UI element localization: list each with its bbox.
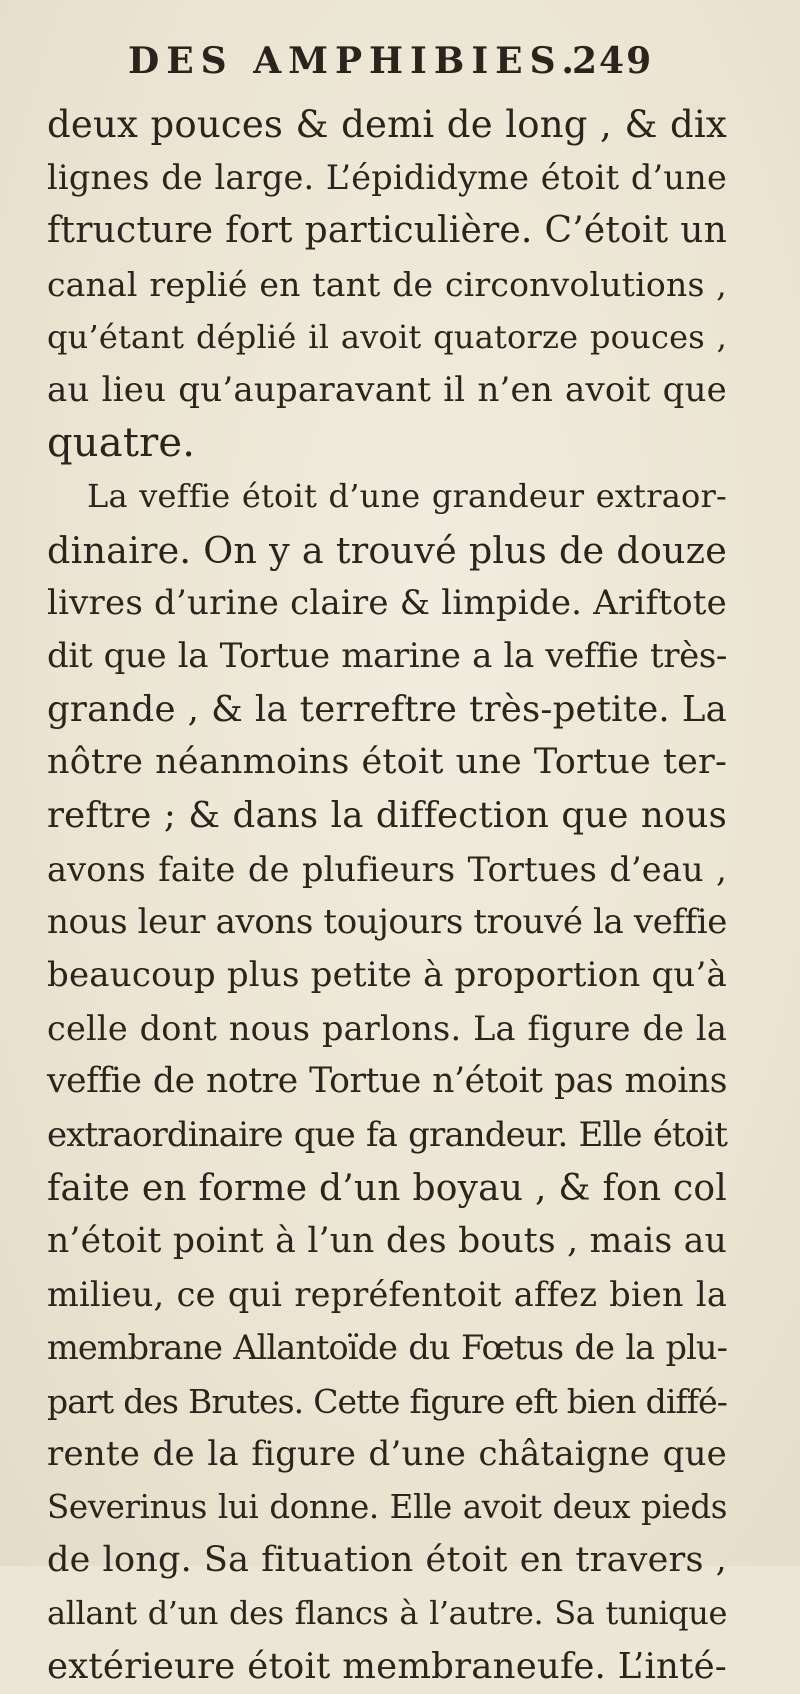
text-line: La veffie étoit d’une grandeur extraor- (87, 477, 727, 516)
running-title: DES AMPHIBIES. (128, 40, 581, 82)
text-line: au lieu qu’auparavant il n’en avoit que (47, 369, 727, 410)
text-line: de long. Sa fituation étoit en travers , (47, 1540, 727, 1581)
text-line: nous leur avons toujours trouvé la veffie (47, 901, 727, 942)
body-text (47, 98, 727, 1694)
text-line: grande , & la terreftre très-petite. La (47, 689, 727, 731)
text-line: part des Brutes. Cette figure eft bien diffé- (47, 1381, 727, 1421)
text-line: qu’étant déplié il avoit quatorze pouces , (47, 317, 727, 356)
text-line: quatre. (47, 420, 196, 467)
running-head (128, 40, 668, 90)
text-line: beaucoup plus petite à proportion qu’à (47, 955, 727, 995)
text-line: reftre ; & dans la diffection que nous (47, 795, 727, 837)
text-line: extérieure étoit membraneufe. L’inté- (47, 1646, 727, 1688)
text-line: faite en forme d’un boyau , & fon col (47, 1167, 727, 1209)
text-line: membrane Allantoïde du Fœtus de la plu- (47, 1328, 727, 1368)
text-line: celle dont nous parlons. La figure de la (47, 1009, 727, 1049)
text-line: canal replié en tant de circonvolutions , (47, 264, 727, 304)
text-line: ftructure fort particulière. C’étoit un (47, 210, 727, 252)
text-line: deux pouces & demi de long , & dix (47, 103, 727, 146)
text-line: avons faite de plufieurs Tortues d’eau , (47, 849, 727, 889)
text-line: nôtre néanmoins étoit une Tortue ter- (47, 742, 727, 783)
text-line: extraordinaire que fa grandeur. Elle étoit (47, 1114, 727, 1155)
page-number: 249 (572, 40, 654, 82)
text-line: rente de la figure d’une châtaigne que (47, 1433, 727, 1474)
text-line: lignes de large. L’épididyme étoit d’une (47, 158, 727, 198)
text-line: dinaire. On y a trouvé plus de douze (47, 528, 727, 572)
text-line: livres d’urine claire & limpide. Ariftote (47, 582, 727, 623)
text-line: milieu, ce qui repréfentoit affez bien la (47, 1275, 727, 1315)
text-line: allant d’un des flancs à l’autre. Sa tunique (47, 1594, 727, 1633)
text-line: n’étoit point à l’un des bouts , mais au (47, 1220, 727, 1261)
text-line: Severinus lui donne. Elle avoit deux pieds (47, 1487, 727, 1526)
text-line: dit que la Tortue marine a la veffie très- (47, 635, 727, 676)
text-line: veffie de notre Tortue n’étoit pas moins (47, 1061, 727, 1102)
